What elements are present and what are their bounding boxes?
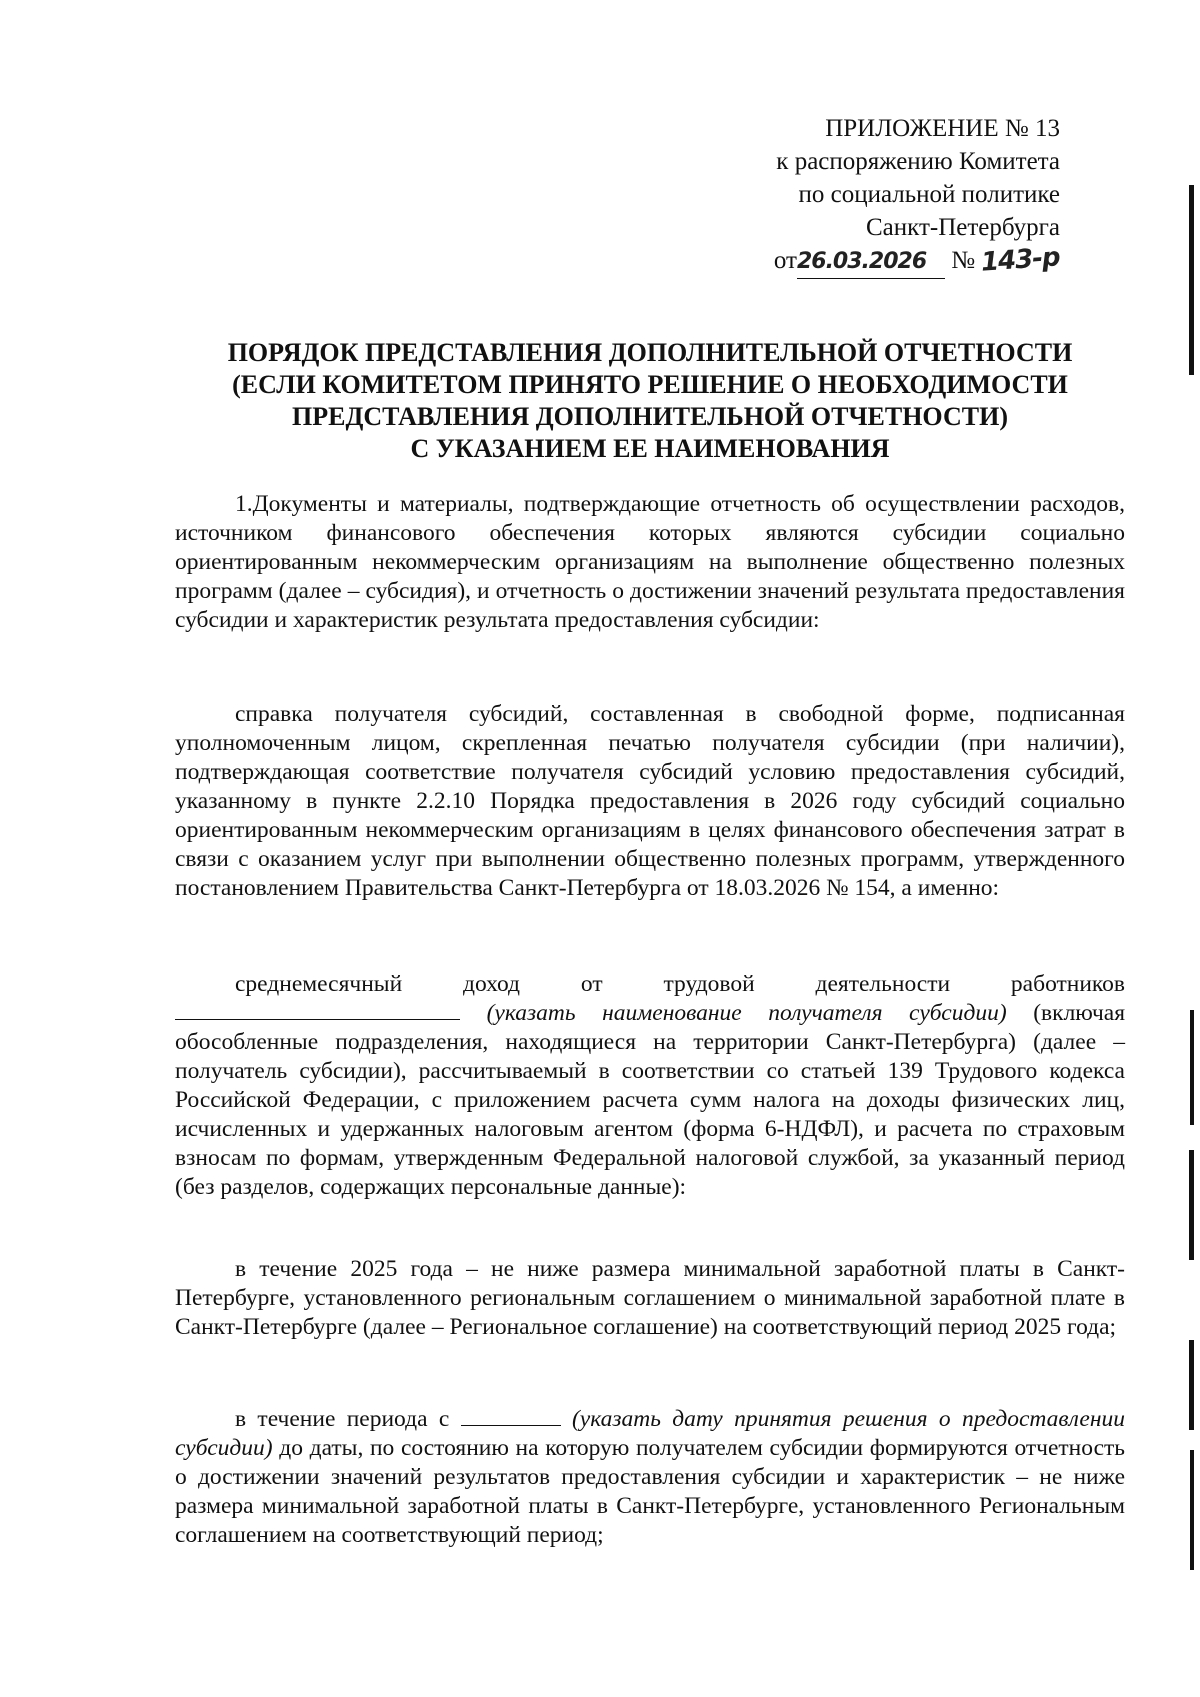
recipient-name-blank — [175, 999, 460, 1020]
number-prefix: № — [951, 247, 976, 274]
decision-date-blank — [461, 1405, 561, 1426]
scan-edge-mark — [1190, 1450, 1194, 1570]
paragraph-5-text — [175, 1405, 1125, 1550]
paragraph-1-text: 1.Документы и материалы, подтверждающие отчетность об осуществлении расходов, источником финансового обеспечения которых являются субсидии социально ориентированным некоммерческим организациям на выполнение общественно полезных программ (далее – субсидия), и отчетность о достижении значений результата предоставления субсидии и характеристик результата предоставления субсидии: — [175, 491, 1125, 633]
document-title — [175, 337, 1125, 465]
appendix-order-line: к распоряжению Комитета — [776, 148, 1060, 175]
paragraph-4 — [175, 1255, 1125, 1342]
appendix-number: ПРИЛОЖЕНИЕ № 13 — [825, 115, 1060, 142]
paragraph-3-italic: (указать наименование получателя субсидии) — [486, 1000, 1007, 1026]
paragraph-1 — [175, 490, 1125, 635]
paragraph-3-rest: (включая обособленные подразделения, находящиеся на территории Санкт-Петербурга) (далее – получатель субсидии), рассчитываемый в соответствии со статьей 139 Трудового кодекса Российской Федерации, с приложением расчета сумм налога на доходы физических лиц, исчисленных и удержанных налоговым агентом (форма 6-НДФЛ), и расчета по страховым взносам по формам, утвержденным Федеральной налоговой службой, за указанный период (без разделов, содержащих персональные данные): — [175, 1000, 1126, 1200]
paragraph-3 — [175, 970, 1125, 1202]
scan-edge-mark — [1190, 1010, 1194, 1125]
title-line-3: ПРЕДСТАВЛЕНИЯ ДОПОЛНИТЕЛЬНОЙ ОТЧЕТНОСТИ) — [292, 402, 1008, 431]
date-prefix: от — [773, 247, 797, 274]
appendix-date-line — [640, 244, 1060, 279]
appendix-city-line: Санкт-Петербурга — [865, 214, 1060, 241]
paragraph-5 — [175, 1405, 1125, 1550]
paragraph-3-text — [175, 970, 1125, 1202]
paragraph-5-rest: до даты, по состоянию на которую получателем субсидии формируются отчетность о достижении значений результатов предоставления субсидии и характеристик – не ниже размера минимальной заработной платы в Санкт-Петербурге, установленного Региональным соглашением на соответствующий период; — [175, 1435, 1125, 1548]
title-line-4: С УКАЗАНИЕМ ЕЕ НАИМЕНОВАНИЯ — [410, 434, 890, 463]
appendix-header — [640, 112, 1060, 279]
paragraph-3-first-line: среднемесячный доход от трудовой деятельности работников — [235, 971, 1125, 997]
paragraph-5-italic: (указать дату принятия решения о предоставлении субсидии) — [175, 1406, 1126, 1461]
paragraph-4-text: в течение 2025 года – не ниже размера минимальной заработной платы в Санкт-Петербурге, установленного региональным соглашением о минимальной заработной плате в Санкт-Петербурге (далее – Региональное соглашение) на соответствующий период 2025 года; — [175, 1256, 1125, 1340]
paragraph-2 — [175, 700, 1125, 903]
handwritten-date: 26.03.2026 — [797, 245, 945, 279]
handwritten-number: 143-р — [980, 242, 1061, 278]
appendix-committee-line: по социальной политике — [798, 181, 1060, 208]
scan-edge-mark — [1189, 185, 1194, 375]
title-line-2: (ЕСЛИ КОМИТЕТОМ ПРИНЯТО РЕШЕНИЕ О НЕОБХОДИМОСТИ — [232, 370, 1068, 399]
paragraph-5-start: в течение периода с — [235, 1406, 450, 1432]
title-line-1: ПОРЯДОК ПРЕДСТАВЛЕНИЯ ДОПОЛНИТЕЛЬНОЙ ОТЧЕТНОСТИ — [227, 338, 1073, 367]
paragraph-2-text: справка получателя субсидий, составленная в свободной форме, подписанная уполномоченным лицом, скрепленная печатью получателя субсидии (при наличии), подтверждающая соответствие получателя субсидий условию предоставления субсидий, указанному в пункте 2.2.10 Порядка предоставления в 2026 году субсидий социально ориентированным некоммерческим организациям в целях финансового обеспечения затрат в связи с оказанием услуг при выполнении общественно полезных программ, утвержденного постановлением Правительства Санкт-Петербурга от 18.03.2026 № 154, а именно: — [175, 701, 1125, 901]
scan-edge-mark — [1189, 1150, 1194, 1260]
scan-edge-mark — [1189, 1340, 1194, 1430]
